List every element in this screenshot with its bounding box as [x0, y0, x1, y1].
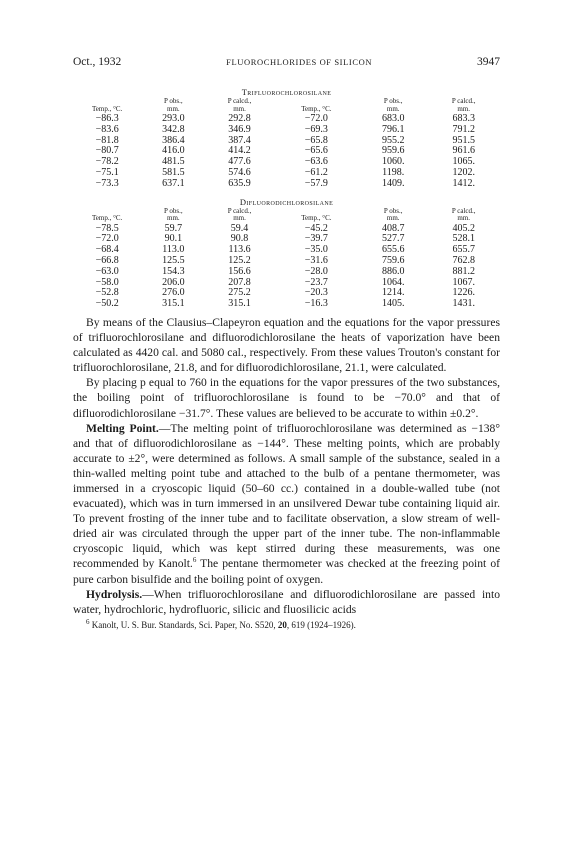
- table-cell: 342.8: [162, 123, 185, 135]
- page-number: 3947: [477, 56, 500, 68]
- column-header: Temp., °C.: [92, 104, 123, 113]
- table-cell: −20.3: [304, 287, 328, 299]
- table-cell: −72.0: [304, 113, 328, 124]
- table-cell: −65.8: [304, 134, 328, 146]
- table-cell: 655.7: [452, 244, 475, 256]
- table-cell: 386.4: [162, 134, 185, 146]
- table-cell: 408.7: [381, 222, 405, 234]
- table-row: [73, 234, 500, 245]
- table-cell: 655.6: [381, 244, 405, 256]
- column-header: P obs., mm.: [383, 97, 403, 113]
- table-header-row: [73, 208, 500, 224]
- section-heading-hydrolysis: Hydrolysis.: [86, 587, 143, 601]
- journal-page: [73, 56, 500, 631]
- column-header: Temp., °C.: [301, 104, 332, 113]
- table-row: [73, 136, 500, 147]
- table-cell: 59.4: [230, 222, 249, 234]
- table-cell: 113.6: [228, 244, 251, 256]
- table-cell: 886.0: [381, 265, 405, 277]
- table-cell: 125.5: [162, 254, 185, 266]
- table-row: [73, 114, 500, 125]
- table-cell: 154.3: [162, 265, 185, 277]
- table-cell: −58.0: [95, 276, 119, 288]
- table-cell: −78.5: [95, 222, 119, 234]
- table-cell: 1412.: [452, 177, 475, 189]
- table-cell: 206.0: [162, 276, 185, 288]
- table-cell: 315.1: [162, 298, 185, 310]
- table-cell: 881.2: [452, 265, 475, 277]
- table-cell: −83.6: [95, 123, 119, 135]
- table-row: [73, 256, 500, 267]
- table-cell: −31.6: [304, 254, 328, 266]
- table-cell: −73.3: [95, 177, 119, 189]
- table-difluorodichlorosilane-title: Difluorodichlorosilane: [239, 196, 334, 207]
- table-cell: 527.7: [381, 233, 405, 245]
- body-text: [73, 315, 500, 617]
- table-cell: 292.8: [228, 113, 251, 124]
- table-cell: −52.8: [95, 287, 119, 299]
- table-cell: −66.8: [95, 254, 119, 266]
- table-row: [73, 146, 500, 157]
- table-row: [73, 157, 500, 168]
- table-cell: −86.3: [95, 113, 119, 124]
- column-header: P obs., mm.: [164, 97, 183, 113]
- table-cell: −63.0: [95, 265, 119, 277]
- table-cell: 635.9: [228, 177, 251, 189]
- table-cell: −16.3: [304, 298, 328, 310]
- table-cell: 955.2: [381, 134, 405, 146]
- table-header-row: [73, 98, 500, 114]
- header-date: Oct., 1932: [73, 56, 122, 68]
- table-cell: −45.2: [304, 222, 328, 234]
- column-header: P calcd., mm.: [451, 97, 476, 113]
- table-cell: 315.1: [228, 298, 251, 310]
- table-row: [73, 125, 500, 136]
- table-row: [73, 245, 500, 256]
- table-row: [73, 299, 500, 310]
- table-cell: 1202.: [452, 166, 475, 178]
- table-cell: 574.6: [228, 166, 251, 178]
- table-cell: 346.9: [228, 123, 251, 135]
- table-cell: 637.1: [162, 177, 185, 189]
- table-cell: −28.0: [304, 265, 328, 277]
- paragraph-boiling-points: By placing p equal to 760 in the equations for the vapor pressures of the two substances, the boiling point of trifluorochlorosilane is found to be −70.0° and that of difluorodichlorosilane −31.7°. These values are believed to be accurate to within ±0.2°.: [73, 376, 500, 420]
- footnote-marker: 6: [86, 617, 90, 626]
- table-row: [73, 168, 500, 179]
- footnote: $^6$ Kanolt, U. S. Bur. Standards, Sci. Paper, No. S520, 20, 619 (1924–1926).: [86, 617, 356, 630]
- header-title: FLUOROCHLORIDES OF SILICON: [226, 57, 373, 67]
- table-cell: 414.2: [228, 145, 251, 157]
- paragraph-heats-of-vaporization: By means of the Clausius–Clapeyron equation and the equations for the vapor pressures of trifluorochlorosilane and difluorodichlorosilane the heats of vaporization have been calculated as 4420 cal. and 5080 cal., respectively. From these values Trouton's constant for trifluorochlorosilane, 21.8, and for difluorodichlorosilane, 21.1, were calculated.: [73, 315, 500, 375]
- column-header: P calcd., mm.: [451, 206, 476, 223]
- table-cell: 1405.: [381, 298, 405, 310]
- table-difluorodichlorosilane: [73, 208, 500, 310]
- table-cell: −39.7: [304, 233, 328, 245]
- table-cell: 90.1: [164, 233, 183, 245]
- table-row: [73, 224, 500, 235]
- table-cell: 1409.: [381, 177, 405, 189]
- table-cell: 293.0: [162, 113, 185, 124]
- table-cell: 1214.: [381, 287, 405, 299]
- table-cell: −65.6: [304, 145, 328, 157]
- table-cell: 791.2: [452, 123, 475, 135]
- table-cell: 207.8: [228, 276, 251, 288]
- table-cell: −72.0: [95, 233, 119, 245]
- table-cell: −81.8: [95, 134, 119, 146]
- section-heading-melting-point: Melting Point.: [86, 421, 159, 435]
- table-cell: −63.6: [304, 156, 328, 168]
- table-cell: −75.1: [95, 166, 119, 178]
- table-cell: −61.2: [304, 166, 328, 178]
- table-cell: 477.6: [228, 156, 251, 168]
- table-trifluorochlorosilane-title: Trifluorochlorosilane: [241, 87, 332, 97]
- table-row: [73, 288, 500, 299]
- paragraph-melting-point: Melting Point.—The melting point of trifluorochlorosilane was determined as −138° and that of difluorodichlorosilane as −144°. These melting points, which are probably accurate to ±2°, were determined as follows. A small sample of the substance, sealed in a thin-walled melting point tube and attached to the bulb of a pentane thermometer, was immersed in a cryoscopic liquid (50–60 cc.) contained in a double-walled tube (not evacuated), which was in turn immersed in an unsilvered Dewar tube containing liquid air. To prevent frosting of the inner tube and to facilitate observation, a slow stream of well-dried air was circulated through the upper part of the inner tube. The non-inflammable cryoscopic liquid, which was kept stirred during these measurements, was one recommended by Kanolt.$^6$ The pentane thermometer was checked at the freezing point of pure carbon bisulfide and the boiling point of oxygen.: [73, 421, 500, 586]
- table-cell: 1226.: [452, 287, 475, 299]
- table-cell: 683.0: [381, 113, 405, 124]
- table-cell: 405.2: [452, 222, 475, 234]
- column-header: Temp., °C.: [301, 214, 332, 223]
- table-cell: 1067.: [452, 276, 475, 288]
- table-cell: −69.3: [304, 123, 328, 135]
- table-cell: 1065.: [452, 156, 475, 168]
- table-cell: 683.3: [452, 113, 475, 124]
- table-cell: 796.1: [381, 123, 405, 135]
- table-cell: 416.0: [162, 145, 185, 157]
- table-cell: 1431.: [452, 298, 475, 310]
- table-row: [73, 179, 500, 190]
- table-cell: 959.6: [381, 145, 405, 157]
- table-cell: 581.5: [162, 166, 185, 178]
- table-cell: 1064.: [381, 276, 405, 288]
- table-cell: 1060.: [381, 156, 405, 168]
- paragraph-hydrolysis: Hydrolysis.—When trifluorochlorosilane and difluorodichlorosilane are passed into water, hydrochloric, hydrofluoric, silicic and fluosilicic acids: [73, 587, 500, 616]
- table-cell: 759.6: [381, 254, 405, 266]
- column-header: P calcd., mm.: [227, 97, 252, 113]
- table-cell: −57.9: [304, 177, 328, 189]
- column-header: P obs., mm.: [164, 206, 183, 223]
- table-cell: 156.6: [228, 265, 251, 277]
- table-cell: 276.0: [162, 287, 185, 299]
- table-cell: 90.8: [230, 233, 249, 245]
- table-cell: −68.4: [95, 244, 119, 256]
- table-cell: −78.2: [95, 156, 119, 168]
- column-header: Temp., °C.: [92, 214, 123, 223]
- running-header: [73, 56, 500, 80]
- table-cell: 951.5: [452, 134, 475, 146]
- table-cell: −80.7: [95, 145, 119, 157]
- footnote-reference: 6: [192, 556, 197, 565]
- table-cell: 125.2: [228, 254, 251, 266]
- table-cell: 481.5: [162, 156, 185, 168]
- table-cell: 528.1: [452, 233, 475, 245]
- table-trifluorochlorosilane: [73, 98, 500, 190]
- column-header: P calcd., mm.: [227, 206, 252, 223]
- table-cell: 762.8: [452, 254, 475, 266]
- table-cell: 59.7: [164, 222, 183, 234]
- table-cell: −35.0: [304, 244, 328, 256]
- table-cell: 275.2: [228, 287, 251, 299]
- table-row: [73, 267, 500, 278]
- column-header: P obs., mm.: [383, 206, 403, 223]
- table-row: [73, 278, 500, 289]
- table-cell: −23.7: [304, 276, 328, 288]
- table-cell: 1198.: [382, 166, 405, 178]
- table-cell: −50.2: [95, 298, 119, 310]
- table-cell: 961.6: [452, 145, 475, 157]
- table-cell: 113.0: [162, 244, 185, 256]
- footnote-volume: 20: [277, 619, 287, 630]
- table-cell: 387.4: [228, 134, 251, 146]
